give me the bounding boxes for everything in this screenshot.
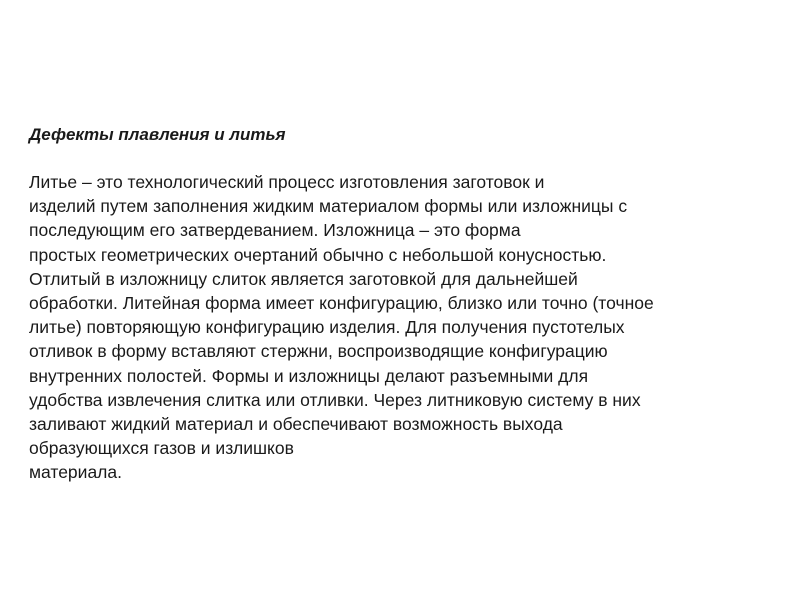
body-paragraph	[29, 170, 779, 485]
text-line: последующим его затвердеванием. Изложница – это форма	[29, 220, 521, 241]
text-line: удобства извлечения слитка или отливки. Через литниковую систему в них	[29, 389, 641, 410]
text-line: литье) повторяющую конфигурацию изделия. Для получения пустотелых	[29, 317, 625, 338]
text-line: изделий путем заполнения жидким материалом формы или изложницы с	[29, 196, 628, 217]
text-line: Литье – это технологический процесс изготовления заготовок и	[29, 172, 545, 192]
text-line: обработки. Литейная форма имеет конфигурацию, близко или точно (точное	[29, 293, 654, 314]
text-line: простых геометрических очертаний обычно с небольшой конусностью.	[29, 244, 607, 265]
text-line: отливок в форму вставляют стержни, воспроизводящие конфигурацию	[29, 341, 608, 362]
text-line: образующихся газов и излишков	[29, 438, 294, 459]
text-line: заливают жидкий материал и обеспечивают возможность выхода	[29, 414, 563, 435]
text-line: внутренних полостей. Формы и изложницы делают разъемными для	[29, 365, 589, 386]
text-line: материала.	[29, 462, 122, 483]
page-title: Дефекты плавления и литья	[29, 125, 286, 144]
text-line: Отлитый в изложницу слиток является заготовкой для дальнейшей	[29, 268, 578, 289]
